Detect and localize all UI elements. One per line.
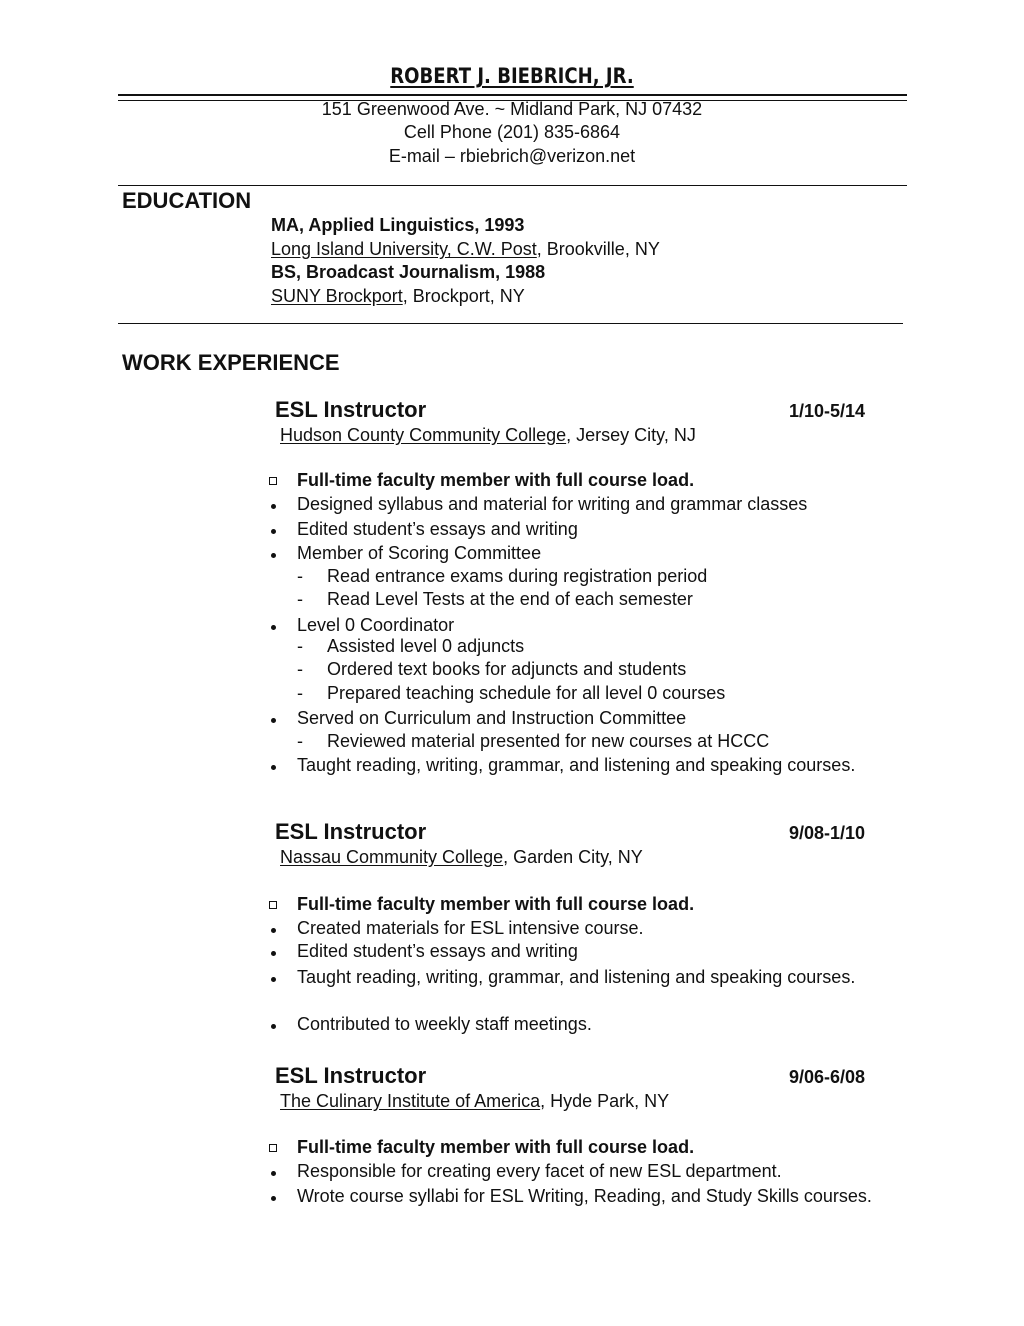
square-bullet-icon (269, 477, 277, 485)
employer-name: Nassau Community College (280, 847, 504, 867)
bullet-icon (271, 718, 276, 723)
phone: Cell Phone (201) 835-6864 (403, 122, 621, 142)
bullet-icon (271, 977, 276, 982)
school-location: , Brookville, NY (536, 239, 660, 259)
divider (118, 185, 907, 186)
job-employer (280, 425, 696, 446)
resume-name: ROBERT J. BIEBRICH, JR. (390, 64, 634, 88)
job-dates: 9/06-6/08 (788, 1067, 865, 1087)
employer-location: , Jersey City, NJ (566, 425, 696, 445)
job-title: ESL Instructor (275, 397, 427, 422)
email: E-mail – rbiebrich@verizon.net (388, 146, 636, 166)
bullet-icon (271, 529, 276, 534)
employer-name: The Culinary Institute of America (280, 1091, 541, 1111)
school-suny (271, 286, 525, 307)
job-dates: 9/08-1/10 (788, 823, 865, 843)
divider (118, 323, 903, 324)
school-name: Long Island University, C.W. Post (271, 239, 537, 259)
bullet-icon (271, 553, 276, 558)
square-bullet-icon (269, 901, 277, 909)
school-name: SUNY Brockport (271, 286, 403, 306)
bullet-icon (271, 1196, 276, 1201)
employer-location: , Garden City, NY (503, 847, 643, 867)
section-heading-work: WORK EXPERIENCE (122, 350, 340, 375)
job-dates: 1/10-5/14 (788, 401, 865, 421)
degree-bs: BS, Broadcast Journalism, 1988 (271, 262, 546, 282)
bullet-icon (271, 504, 276, 509)
degree-ma: MA, Applied Linguistics, 1993 (271, 215, 525, 235)
bullet-icon (271, 1024, 276, 1029)
employer-name: Hudson County Community College (280, 425, 567, 445)
bullet-icon (271, 765, 276, 770)
bullet-icon (271, 625, 276, 630)
job-employer (280, 847, 643, 868)
bullet-icon (271, 928, 276, 933)
job-title: ESL Instructor (275, 1063, 427, 1088)
section-heading-education: EDUCATION (122, 188, 252, 213)
school-liu (271, 239, 660, 260)
address: 151 Greenwood Ave. ~ Midland Park, NJ 07432 (321, 99, 703, 119)
bullet-icon (271, 951, 276, 956)
job-title: ESL Instructor (275, 819, 427, 844)
school-location: , Brockport, NY (402, 286, 525, 306)
job-employer (280, 1091, 669, 1112)
bullet-icon (271, 1171, 276, 1176)
employer-location: , Hyde Park, NY (540, 1091, 670, 1111)
square-bullet-icon (269, 1144, 277, 1152)
